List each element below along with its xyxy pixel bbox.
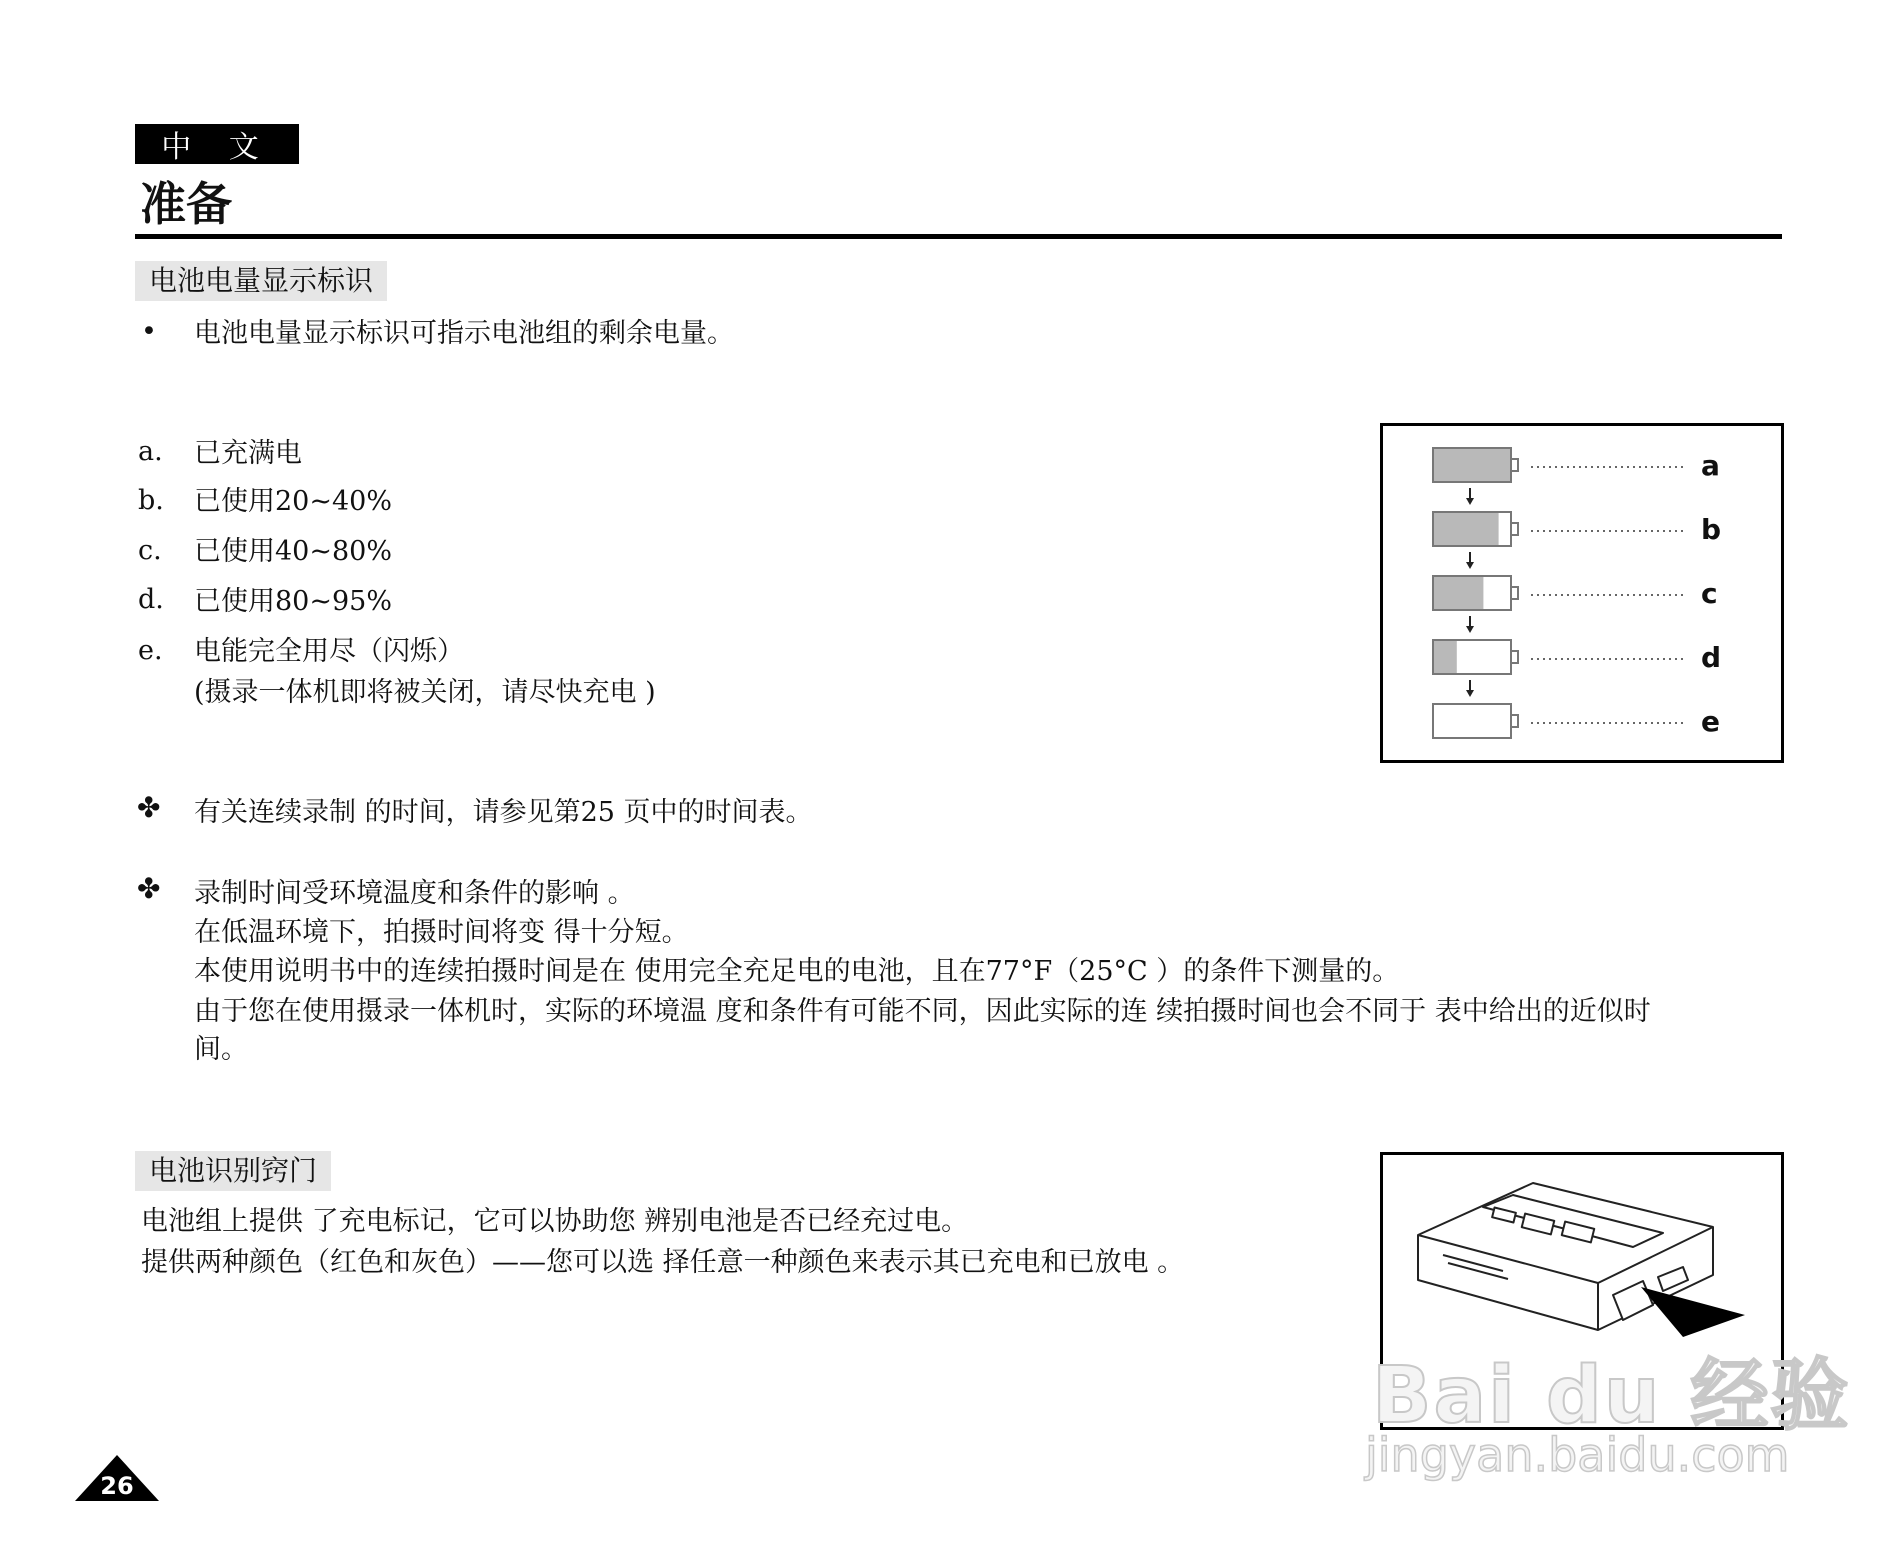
level-e-label: e. <box>138 635 163 666</box>
level-a-text: 已充满电 <box>194 438 302 469</box>
page-number: 26 <box>100 1472 134 1500</box>
section-heading-battery-id: 电池识别窍门 <box>135 1151 331 1191</box>
note2-line-1: 录制时间受环境温度和条件的影响 。 <box>194 878 635 909</box>
down-arrow-head <box>1466 626 1474 633</box>
level-e-note: (摄录一体机即将被关闭，请尽快充电 ) <box>194 677 656 708</box>
diagram-label-d: d <box>1701 641 1722 674</box>
note1-text: 有关连续录制 的时间，请参见第25 页中的时间表。 <box>194 797 813 828</box>
watermark-url: jingyan.baidu.com <box>1365 1428 1790 1482</box>
battery-level-description: 电池电量显示标识可指示电池组的剩余电量。 <box>194 318 734 349</box>
note2-line-4: 由于您在使用摄录一体机时，实际的环境温 度和条件有可能不同，因此实际的连 续拍摄时间也会不同于 表中给出的近似时 <box>194 996 1651 1027</box>
page-title: 准备 <box>140 177 232 231</box>
battery-terminal-b <box>1511 523 1518 535</box>
pointer-arrow-shape <box>1641 1287 1745 1337</box>
battery-terminal-a <box>1511 459 1518 471</box>
diagram-label-b: b <box>1701 513 1722 546</box>
title-rule <box>135 234 1782 239</box>
down-arrow-head <box>1466 690 1474 697</box>
battery-terminal-c <box>1511 587 1518 599</box>
diagram-label-c: c <box>1701 577 1718 610</box>
diagram-label-a: a <box>1701 449 1720 482</box>
level-b-label: b. <box>138 485 164 516</box>
note1-marker: ✤ <box>137 791 161 824</box>
battery-id-line-1: 电池组上提供 了充电标记，它可以协助您 辨别电池是否已经充过电。 <box>141 1206 969 1237</box>
down-arrow-head <box>1466 498 1474 505</box>
level-d-label: d. <box>138 584 164 615</box>
note2-line-2: 在低温环境下，拍摄时间将变 得十分短。 <box>194 917 689 948</box>
battery-level-diagram <box>1380 423 1784 763</box>
battery-id-line-2: 提供两种颜色（红色和灰色）——您可以选 择任意一种颜色来表示其已充电和已放电 。 <box>141 1247 1185 1278</box>
battery-fill-c <box>1434 577 1483 609</box>
battery-icon-e <box>1433 704 1511 738</box>
battery-terminal-d <box>1511 651 1518 663</box>
level-d-text: 已使用80~95% <box>194 586 392 617</box>
level-e-text: 电能完全用尽（闪烁） <box>194 636 464 667</box>
watermark-brand: Bai du 经验 <box>1372 1351 1851 1441</box>
diagram-label-e: e <box>1701 705 1720 738</box>
level-c-text: 已使用40~80% <box>194 536 392 567</box>
bullet-marker: • <box>141 316 157 347</box>
page-number-badge <box>75 1455 159 1501</box>
note2-line-3: 本使用说明书中的连续拍摄时间是在 使用完全充足电的电池，且在77°F（25°C ）的条件下测量的。 <box>194 956 1400 987</box>
language-tab: 中 文 <box>135 124 299 164</box>
level-b-text: 已使用20~40% <box>194 486 392 517</box>
battery-fill-a <box>1434 449 1510 481</box>
battery-diagram-svg <box>1383 426 1781 760</box>
battery-fill-d <box>1434 641 1457 673</box>
battery-terminal-e <box>1511 715 1518 727</box>
level-c-label: c. <box>138 535 162 566</box>
battery-fill-b <box>1434 513 1499 545</box>
note2-line-5: 间。 <box>194 1034 248 1065</box>
section-heading-battery-level: 电池电量显示标识 <box>135 261 387 301</box>
note2-marker: ✤ <box>137 872 161 905</box>
level-a-label: a. <box>138 436 163 467</box>
down-arrow-head <box>1466 562 1474 569</box>
